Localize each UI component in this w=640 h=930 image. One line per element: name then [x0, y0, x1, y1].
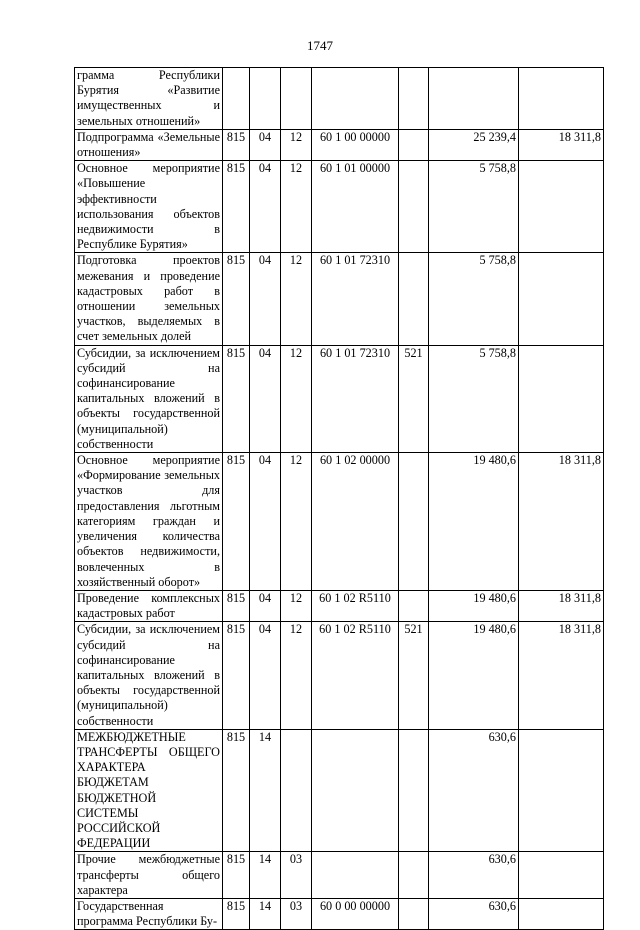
section-code: 04	[250, 345, 281, 452]
table-row	[75, 345, 604, 452]
ministry-code: 815	[223, 590, 250, 621]
section-code: 04	[250, 622, 281, 729]
table-row	[75, 453, 604, 591]
target-item-code: 60 1 01 72310	[312, 345, 399, 452]
amount-total: 19 480,6	[429, 453, 519, 591]
subsection-code: 12	[281, 590, 312, 621]
row-name: МЕЖБЮДЖЕТНЫЕ ТРАНСФЕРТЫ ОБЩЕГО ХАРАКТЕРА БЮДЖЕТАМ БЮДЖЕТНОЙ СИСТЕМЫ РОССИЙСКОЙ ФЕДЕРАЦИИ	[75, 729, 223, 852]
section-code: 14	[250, 729, 281, 852]
amount-federal: 18 311,8	[519, 590, 604, 621]
row-name: Подпрограмма «Земельные отношения»	[75, 129, 223, 160]
target-item-code: 60 0 00 00000	[312, 898, 399, 929]
amount-total: 5 758,8	[429, 345, 519, 452]
section-code: 04	[250, 453, 281, 591]
row-name: Государственная программа Республики Бу-	[75, 898, 223, 929]
amount-federal	[519, 68, 604, 130]
expense-type-code	[399, 898, 429, 929]
table-row	[75, 852, 604, 899]
amount-federal	[519, 852, 604, 899]
row-name: Субсидии, за исключением субсидий на софинансирование капитальных вложений в объекты государственной (муниципальной) собственности	[75, 622, 223, 729]
subsection-code: 12	[281, 622, 312, 729]
expense-type-code	[399, 161, 429, 253]
subsection-code	[281, 68, 312, 130]
subsection-code: 12	[281, 453, 312, 591]
section-code: 04	[250, 590, 281, 621]
expense-type-code	[399, 68, 429, 130]
table-row	[75, 68, 604, 130]
row-name: грамма Республики Бурятия «Развитие имущественных и земельных отношений»	[75, 68, 223, 130]
target-item-code: 60 1 02 R5110	[312, 622, 399, 729]
budget-table	[74, 67, 604, 930]
expense-type-code: 521	[399, 345, 429, 452]
amount-total: 630,6	[429, 729, 519, 852]
amount-total: 5 758,8	[429, 161, 519, 253]
expense-type-code	[399, 453, 429, 591]
amount-total: 19 480,6	[429, 590, 519, 621]
ministry-code: 815	[223, 129, 250, 160]
table-row	[75, 729, 604, 852]
target-item-code: 60 1 01 72310	[312, 253, 399, 345]
amount-total: 630,6	[429, 898, 519, 929]
ministry-code: 815	[223, 898, 250, 929]
amount-total: 5 758,8	[429, 253, 519, 345]
expense-type-code: 521	[399, 622, 429, 729]
section-code: 04	[250, 161, 281, 253]
amount-total: 25 239,4	[429, 129, 519, 160]
amount-federal: 18 311,8	[519, 453, 604, 591]
page-number: 1747	[307, 38, 333, 53]
target-item-code: 60 1 02 R5110	[312, 590, 399, 621]
row-name: Прочие межбюджетные трансферты общего характера	[75, 852, 223, 899]
table-row	[75, 129, 604, 160]
ministry-code: 815	[223, 622, 250, 729]
amount-federal	[519, 253, 604, 345]
target-item-code: 60 1 01 00000	[312, 161, 399, 253]
row-name: Основное мероприятие «Формирование земельных участков для предоставления льготным категориям граждан и увеличения количества объектов недвижимости, вовлеченных в хозяйственный оборот»	[75, 453, 223, 591]
amount-total: 19 480,6	[429, 622, 519, 729]
amount-federal	[519, 729, 604, 852]
section-code: 14	[250, 852, 281, 899]
subsection-code: 12	[281, 345, 312, 452]
amount-total	[429, 68, 519, 130]
row-name: Проведение комплексных кадастровых работ	[75, 590, 223, 621]
row-name: Подготовка проектов межевания и проведение кадастровых работ в отношении земельных участков, выделяемых в счет земельных долей	[75, 253, 223, 345]
subsection-code: 12	[281, 161, 312, 253]
table-row	[75, 161, 604, 253]
section-code: 14	[250, 898, 281, 929]
section-code: 04	[250, 129, 281, 160]
target-item-code	[312, 729, 399, 852]
table-row	[75, 253, 604, 345]
amount-federal: 18 311,8	[519, 129, 604, 160]
amount-federal: 18 311,8	[519, 622, 604, 729]
row-name: Субсидии, за исключением субсидий на софинансирование капитальных вложений в объекты государственной (муниципальной) собственности	[75, 345, 223, 452]
ministry-code	[223, 68, 250, 130]
section-code: 04	[250, 253, 281, 345]
expense-type-code	[399, 729, 429, 852]
amount-federal	[519, 161, 604, 253]
subsection-code: 03	[281, 852, 312, 899]
subsection-code: 12	[281, 253, 312, 345]
expense-type-code	[399, 129, 429, 160]
ministry-code: 815	[223, 453, 250, 591]
target-item-code: 60 1 02 00000	[312, 453, 399, 591]
ministry-code: 815	[223, 161, 250, 253]
expense-type-code	[399, 253, 429, 345]
ministry-code: 815	[223, 345, 250, 452]
table-row	[75, 590, 604, 621]
table-row	[75, 898, 604, 929]
target-item-code: 60 1 00 00000	[312, 129, 399, 160]
amount-total: 630,6	[429, 852, 519, 899]
ministry-code: 815	[223, 729, 250, 852]
subsection-code	[281, 729, 312, 852]
target-item-code	[312, 852, 399, 899]
ministry-code: 815	[223, 852, 250, 899]
expense-type-code	[399, 590, 429, 621]
expense-type-code	[399, 852, 429, 899]
target-item-code	[312, 68, 399, 130]
amount-federal	[519, 898, 604, 929]
subsection-code: 12	[281, 129, 312, 160]
subsection-code: 03	[281, 898, 312, 929]
table-row	[75, 622, 604, 729]
row-name: Основное мероприятие «Повышение эффективности использования объектов недвижимости в Республике Бурятия»	[75, 161, 223, 253]
section-code	[250, 68, 281, 130]
amount-federal	[519, 345, 604, 452]
ministry-code: 815	[223, 253, 250, 345]
